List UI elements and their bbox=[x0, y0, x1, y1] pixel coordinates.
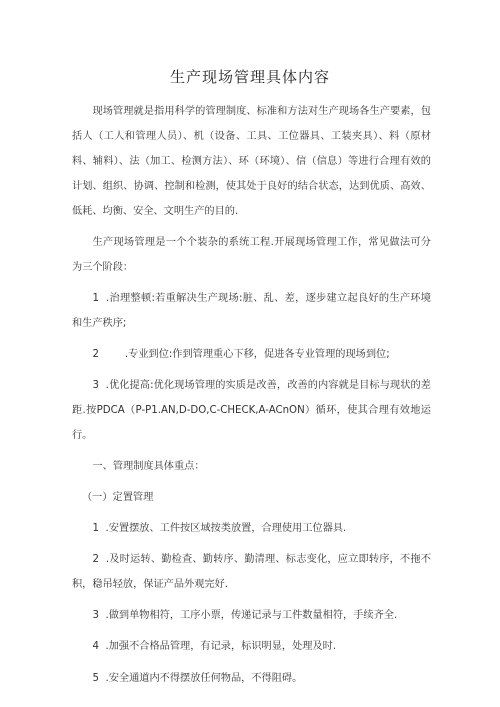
paragraph-definition: 现场管理就是指用科学的管理制度、标准和方法对生产现场各生产要素，包括人（工人和管理人员）、机（设备、工具、工位器具、工装夹具）、料（原材料、辅料）、法（加工、检测方法）、环（环境）、信（信息）等进行合理有效的计划、组织、协调、控制和检测，使其处于良好的结合状态，达到优质、高效、低耗、均衡、安全、文明生产的目的. bbox=[72, 106, 431, 217]
list-item-nonconforming: 4 .加强不合格品管理，有记录，标识明显，处理及时. bbox=[92, 641, 337, 652]
document-title: 生产现场管理具体内容 bbox=[169, 68, 330, 86]
list-item-stage-1: 1 .治理整顿:若重解决生产现场:脏、乱、差，逐步建立起良好的生产环境和生产秩序; bbox=[72, 293, 431, 329]
paragraph-system-engineering: 生产现场管理是一个个装杂的系统工程.开展现场管理工作，常见做法可分为三个阶段： bbox=[72, 237, 431, 273]
list-item-stage-2: 2 .专业到位:作到管理重心下移，促进各专业管理的现场到位; bbox=[92, 349, 390, 360]
list-item-stage-3: 3 .优化提高:优化现场管理的实质是改善，改善的内容就是目标与现状的差距.按PDCA（P-P1.AN,D-DO,C-CHECK,A-ACnON）循环，使其合理有效地运行。 bbox=[72, 380, 431, 441]
list-item-records: 3 .做到单物相符，工序小票，传递记录与工件数量相符，手续齐全. bbox=[92, 610, 398, 621]
document-body bbox=[72, 99, 431, 691]
list-item-safety-passage: 5 .安全通道内不得摆放任何物品，不得阻碍。 bbox=[92, 673, 303, 684]
list-item-transfer: 2 .及时运转、勤检查、勤转序、勤清理、标志变化，应立即转序，不拖不积，稳吊轻放，保证产品外观完好. bbox=[72, 554, 431, 590]
section-heading-management-focus: 一、管理制度具体重点： bbox=[92, 461, 205, 472]
subsection-heading-fixed-position: （一）定置管理 bbox=[82, 492, 154, 503]
list-item-placement: 1 .安置摆放、工件按区域按类放置，合理使用工位器具. bbox=[92, 523, 347, 534]
